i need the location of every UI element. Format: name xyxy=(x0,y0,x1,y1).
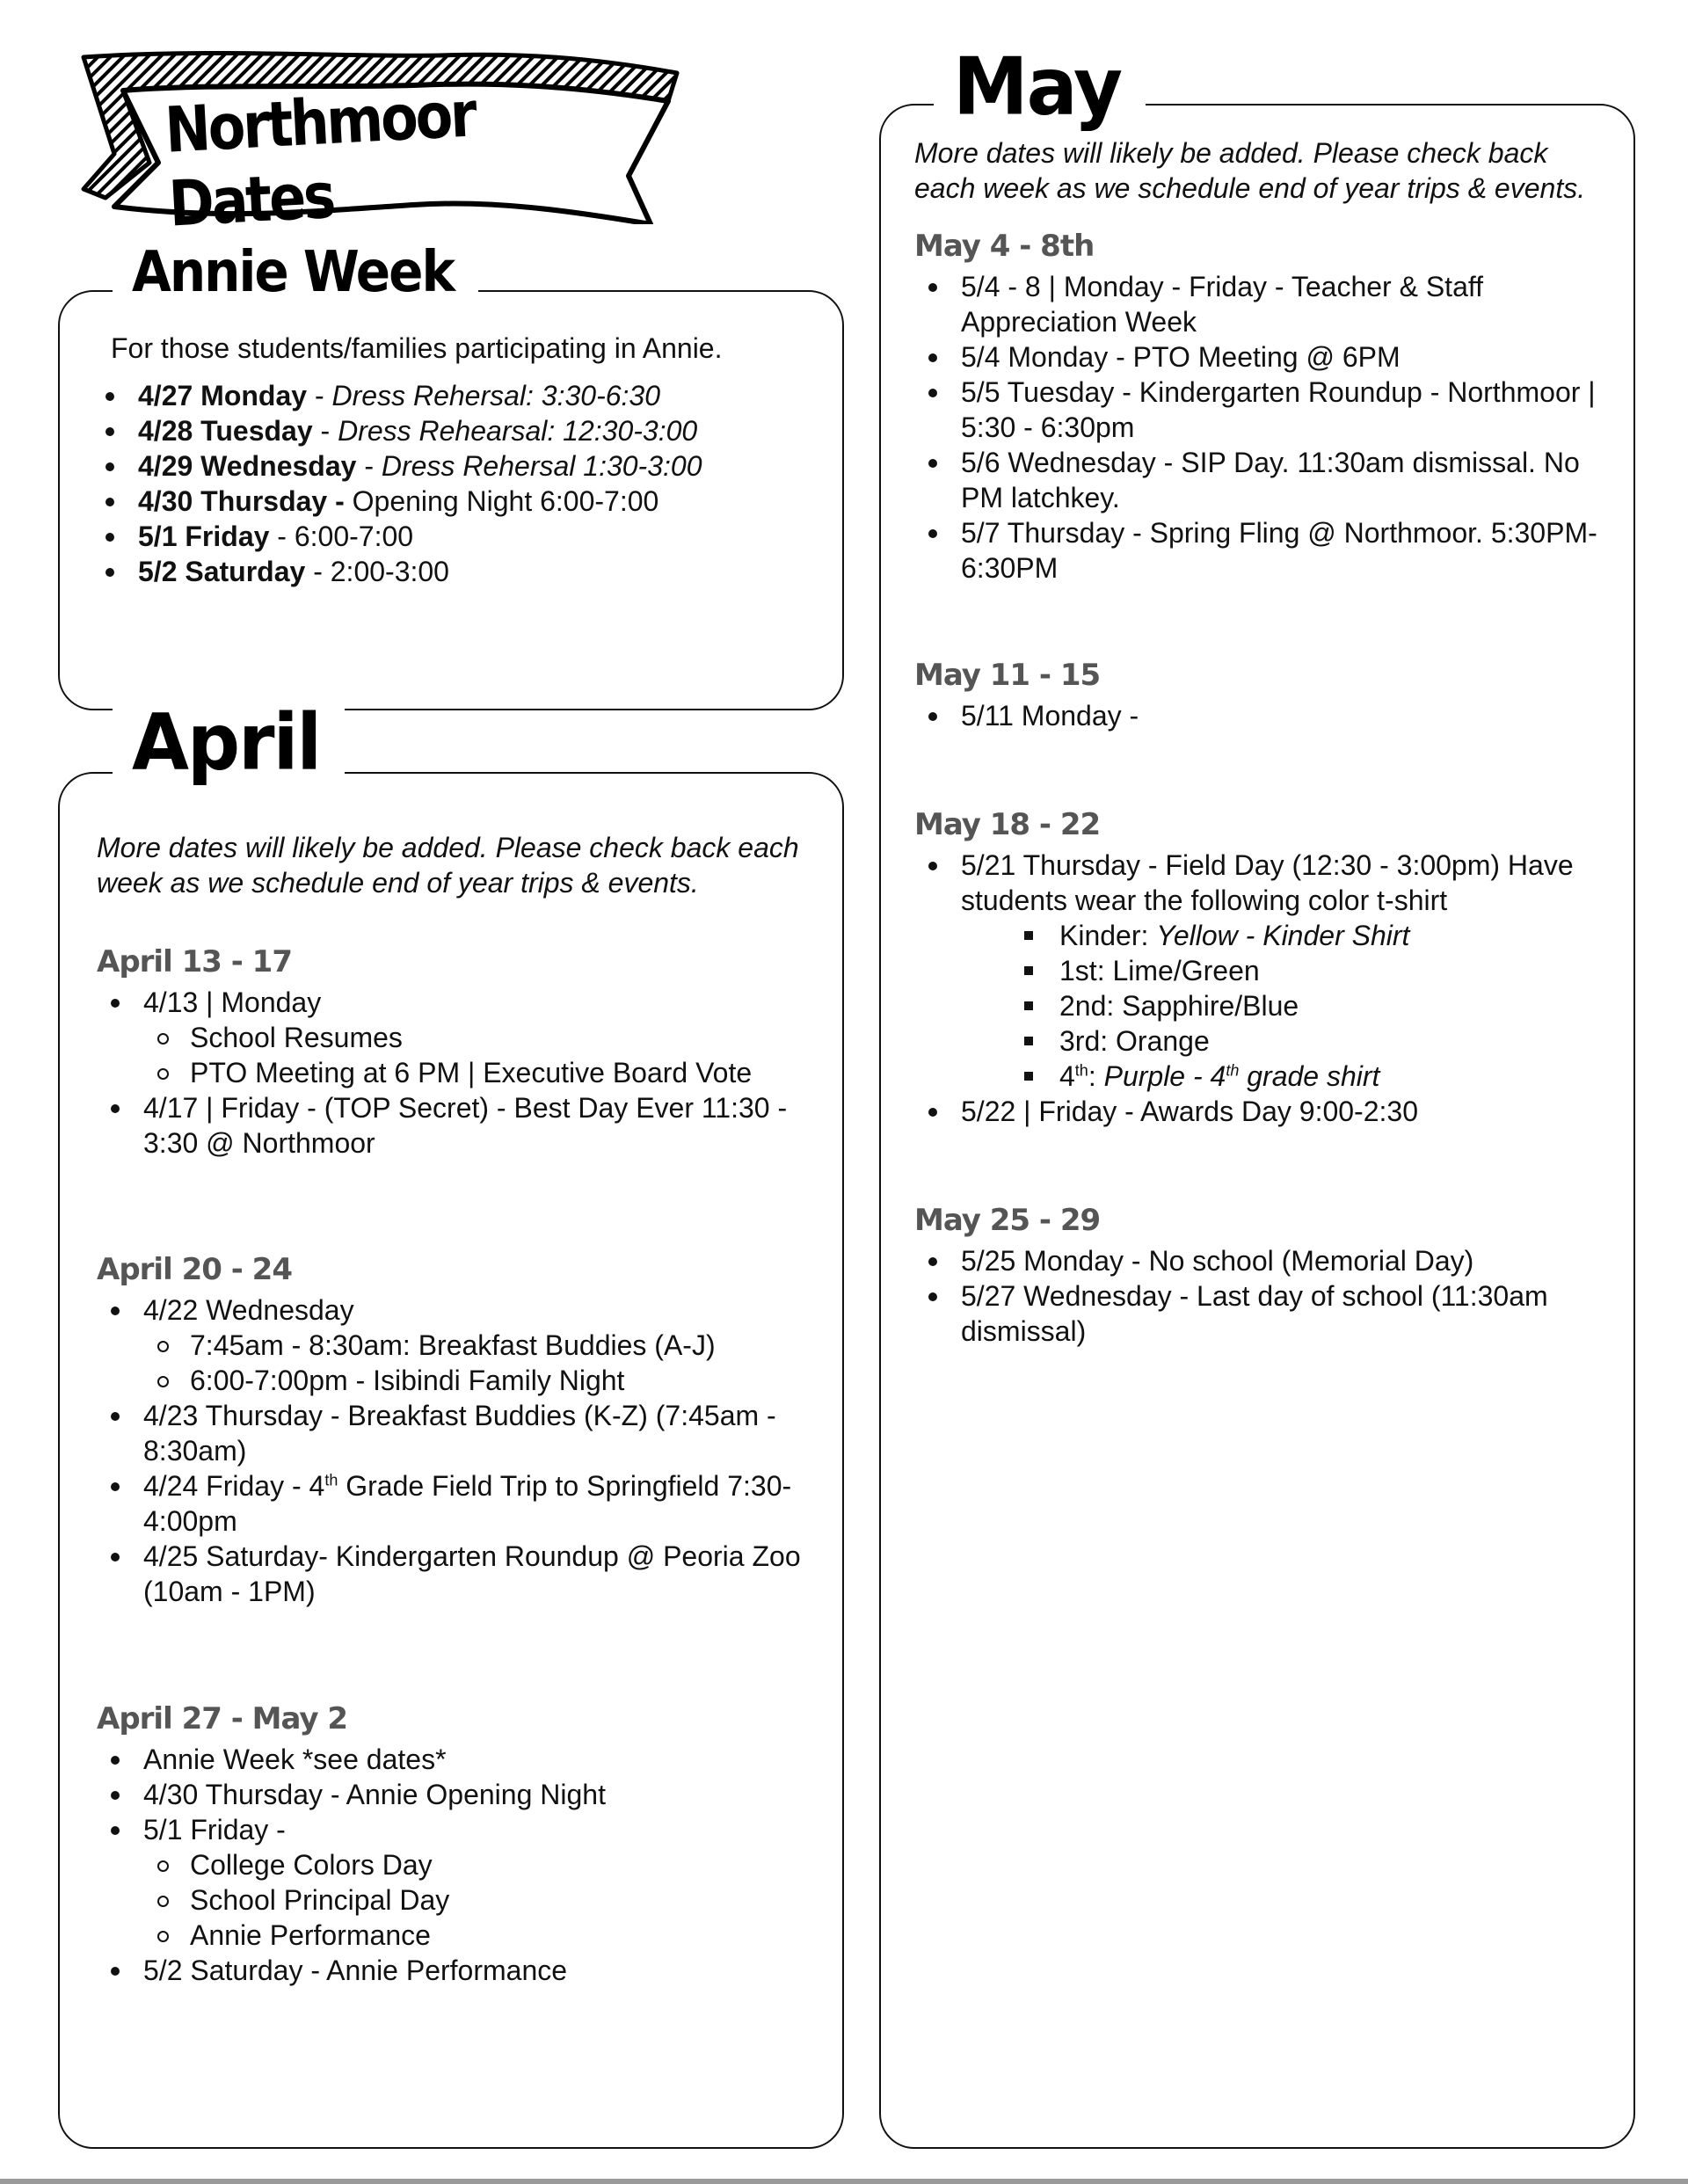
grade-label: 1st: xyxy=(1059,955,1113,986)
event-item xyxy=(914,269,1607,339)
sub-event-item xyxy=(143,1055,816,1090)
sub-event-text: 7:45am - 8:30am: Breakfast Buddies (A-J) xyxy=(190,1329,716,1361)
week-block xyxy=(97,943,816,1161)
grade-label: 2nd: xyxy=(1059,990,1123,1022)
page-title: Northmoor Dates xyxy=(163,76,477,241)
event-text: 5/25 Monday - No school (Memorial Day) xyxy=(961,1245,1474,1277)
event-item xyxy=(97,985,816,1090)
grade-label: 4 xyxy=(1059,1060,1075,1092)
event-item xyxy=(914,515,1607,586)
week-block xyxy=(914,656,1607,733)
shirt-color xyxy=(1104,1060,1380,1092)
event-item xyxy=(97,1468,816,1539)
event-list xyxy=(914,1243,1607,1349)
event-text: 5/5 Tuesday - Kindergarten Roundup - Northmoor | 5:30 - 6:30pm xyxy=(961,376,1596,443)
page-bottom-rule xyxy=(0,2179,1688,2184)
event-list xyxy=(97,1742,816,1988)
annie-week-list xyxy=(91,378,816,589)
event-list xyxy=(914,848,1607,1129)
sub-event-list xyxy=(143,1020,816,1090)
event-text: 5/2 Saturday - Annie Performance xyxy=(143,1955,568,1986)
event-detail: Dress Rehersal 1:30-3:00 xyxy=(381,450,702,482)
week-heading: May 18 - 22 xyxy=(914,807,1101,842)
april-title: April xyxy=(113,703,345,781)
event-detail: Dress Rehearsal: 12:30-3:00 xyxy=(338,415,698,447)
may-section xyxy=(879,40,1635,2149)
title-banner xyxy=(79,48,686,241)
week-heading: April 20 - 24 xyxy=(97,1252,292,1287)
event-detail: Opening Night 6:00-7:00 xyxy=(352,485,659,517)
sub-event-list xyxy=(143,1847,816,1953)
shirt-color-item xyxy=(1007,1023,1607,1059)
event-date: 5/2 Saturday xyxy=(138,556,306,587)
event-item xyxy=(914,698,1607,733)
may-intro: More dates will likely be added. Please check back each week as we schedule end of year trips & events. xyxy=(914,137,1586,204)
event-text: 5/4 - 8 | Monday - Friday - Teacher & Staff Appreciation Week xyxy=(961,271,1484,338)
may-title: May xyxy=(934,47,1146,127)
event-item xyxy=(914,1243,1607,1278)
week-block xyxy=(914,805,1607,1129)
shirt-color-text: grade shirt xyxy=(1239,1060,1380,1092)
separator: - xyxy=(356,450,382,482)
week-heading: May 4 - 8th xyxy=(914,229,1095,264)
event-item xyxy=(914,375,1607,445)
annie-date-item xyxy=(91,519,816,554)
event-text: 4/22 Wednesday xyxy=(143,1294,354,1326)
annie-week-section xyxy=(58,238,844,710)
week-block xyxy=(914,1201,1607,1349)
event-text: 5/27 Wednesday - Last day of school (11:30am dismissal) xyxy=(961,1280,1548,1347)
event-item xyxy=(914,1278,1607,1349)
event-item xyxy=(97,1090,816,1161)
event-list xyxy=(914,698,1607,733)
sub-event-list xyxy=(143,1328,816,1398)
superscript: th xyxy=(1074,1061,1088,1080)
shirt-color-item xyxy=(1007,1059,1607,1094)
shirt-color-list xyxy=(1007,918,1607,1094)
event-detail: 2:00-3:00 xyxy=(330,556,449,587)
superscript: th xyxy=(324,1471,338,1489)
grade-label: Kinder: xyxy=(1059,920,1157,951)
event-item xyxy=(97,1953,816,1988)
event-text: 5/21 Thursday - Field Day (12:30 - 3:00pm) Have students wear the following color t-shirt xyxy=(961,849,1574,916)
event-text: Grade Field Trip to Springfield 7:30-4:00pm xyxy=(143,1470,792,1537)
week-block xyxy=(914,227,1607,586)
event-text: 4/17 | Friday - (TOP Secret) - Best Day Ever 11:30 - 3:30 @ Northmoor xyxy=(143,1092,788,1159)
event-text: 4/13 | Monday xyxy=(143,986,322,1018)
week-block xyxy=(97,1700,816,1988)
grade-label: : xyxy=(1088,1060,1104,1092)
event-list xyxy=(97,985,816,1161)
annie-date-item xyxy=(91,484,816,519)
may-weeks xyxy=(914,227,1607,1349)
grade-label: 3rd: xyxy=(1059,1025,1117,1057)
annie-date-item xyxy=(91,413,816,448)
shirt-color-item xyxy=(1007,953,1607,988)
event-text: 4/24 Friday - 4 xyxy=(143,1470,325,1502)
event-date: 4/29 Wednesday xyxy=(138,450,357,482)
event-text: 4/25 Saturday- Kindergarten Roundup @ Peoria Zoo (10am - 1PM) xyxy=(143,1540,801,1607)
event-item xyxy=(914,339,1607,375)
week-block xyxy=(97,1250,816,1609)
event-text: 5/22 | Friday - Awards Day 9:00-2:30 xyxy=(961,1096,1418,1127)
event-detail: 6:00-7:00 xyxy=(294,521,414,552)
separator: - xyxy=(305,556,331,587)
event-text: 5/11 Monday - xyxy=(961,700,1139,732)
shirt-color: Yellow - Kinder Shirt xyxy=(1156,920,1410,951)
sub-event-text: 6:00-7:00pm - Isibindi Family Night xyxy=(190,1365,625,1396)
april-weeks xyxy=(97,943,816,1988)
event-date: 4/28 Tuesday xyxy=(138,415,313,447)
event-detail: Dress Rehersal: 3:30-6:30 xyxy=(331,380,661,411)
event-text: 5/4 Monday - PTO Meeting @ 6PM xyxy=(961,341,1401,373)
sub-event-text: College Colors Day xyxy=(190,1849,433,1881)
event-date: 4/30 Thursday - xyxy=(138,485,345,517)
april-section xyxy=(58,696,844,2149)
shirt-color: Sapphire/Blue xyxy=(1122,990,1299,1022)
sub-event-item xyxy=(143,1020,816,1055)
week-heading: April 13 - 17 xyxy=(97,944,292,979)
event-date: 4/27 Monday xyxy=(138,380,308,411)
annie-week-title: Annie Week xyxy=(113,244,478,300)
event-text: 5/1 Friday - xyxy=(143,1814,286,1845)
event-item xyxy=(97,1398,816,1468)
annie-date-item xyxy=(91,378,816,413)
shirt-color: Orange xyxy=(1116,1025,1210,1057)
shirt-color-item xyxy=(1007,918,1607,953)
sub-event-text: School Resumes xyxy=(190,1022,403,1053)
sub-event-item xyxy=(143,1882,816,1918)
separator: - xyxy=(307,380,332,411)
event-item xyxy=(914,1094,1607,1129)
april-intro: More dates will likely be added. Please check back each week as we schedule end of year trips & events. xyxy=(97,832,799,899)
event-list xyxy=(914,269,1607,586)
event-text: 4/30 Thursday - Annie Opening Night xyxy=(143,1779,606,1810)
event-item xyxy=(97,1292,816,1398)
separator xyxy=(345,485,353,517)
event-item xyxy=(97,1742,816,1777)
sub-event-item xyxy=(143,1328,816,1363)
event-item xyxy=(97,1812,816,1953)
event-text: Annie Week *see dates* xyxy=(143,1744,447,1775)
shirt-color: Lime/Green xyxy=(1112,955,1260,986)
sub-event-item xyxy=(143,1918,816,1953)
week-heading: May 11 - 15 xyxy=(914,658,1101,693)
event-date: 5/1 Friday xyxy=(138,521,270,552)
sub-event-item xyxy=(143,1847,816,1882)
event-list xyxy=(97,1292,816,1609)
sub-event-text: Annie Performance xyxy=(190,1919,431,1951)
sub-event-text: PTO Meeting at 6 PM | Executive Board Vote xyxy=(190,1057,753,1088)
annie-date-item xyxy=(91,554,816,589)
event-item xyxy=(914,445,1607,515)
shirt-color-text: Purple - 4 xyxy=(1103,1060,1226,1092)
event-item xyxy=(97,1539,816,1609)
event-item xyxy=(97,1777,816,1812)
annie-week-intro: For those students/families participating in Annie. xyxy=(111,332,723,364)
event-item xyxy=(914,848,1607,1094)
event-text: 4/23 Thursday - Breakfast Buddies (K-Z) (7:45am - 8:30am) xyxy=(143,1400,776,1467)
week-heading: April 27 - May 2 xyxy=(97,1701,348,1736)
event-text: 5/6 Wednesday - SIP Day. 11:30am dismissal. No PM latchkey. xyxy=(961,447,1580,513)
sub-event-text: School Principal Day xyxy=(190,1884,450,1916)
shirt-color-item xyxy=(1007,988,1607,1023)
sub-event-item xyxy=(143,1363,816,1398)
week-heading: May 25 - 29 xyxy=(914,1203,1101,1238)
event-text: 5/7 Thursday - Spring Fling @ Northmoor. 5:30PM-6:30PM xyxy=(961,517,1597,584)
superscript: th xyxy=(1226,1061,1240,1080)
separator: - xyxy=(269,521,295,552)
annie-date-item xyxy=(91,448,816,484)
separator: - xyxy=(312,415,338,447)
